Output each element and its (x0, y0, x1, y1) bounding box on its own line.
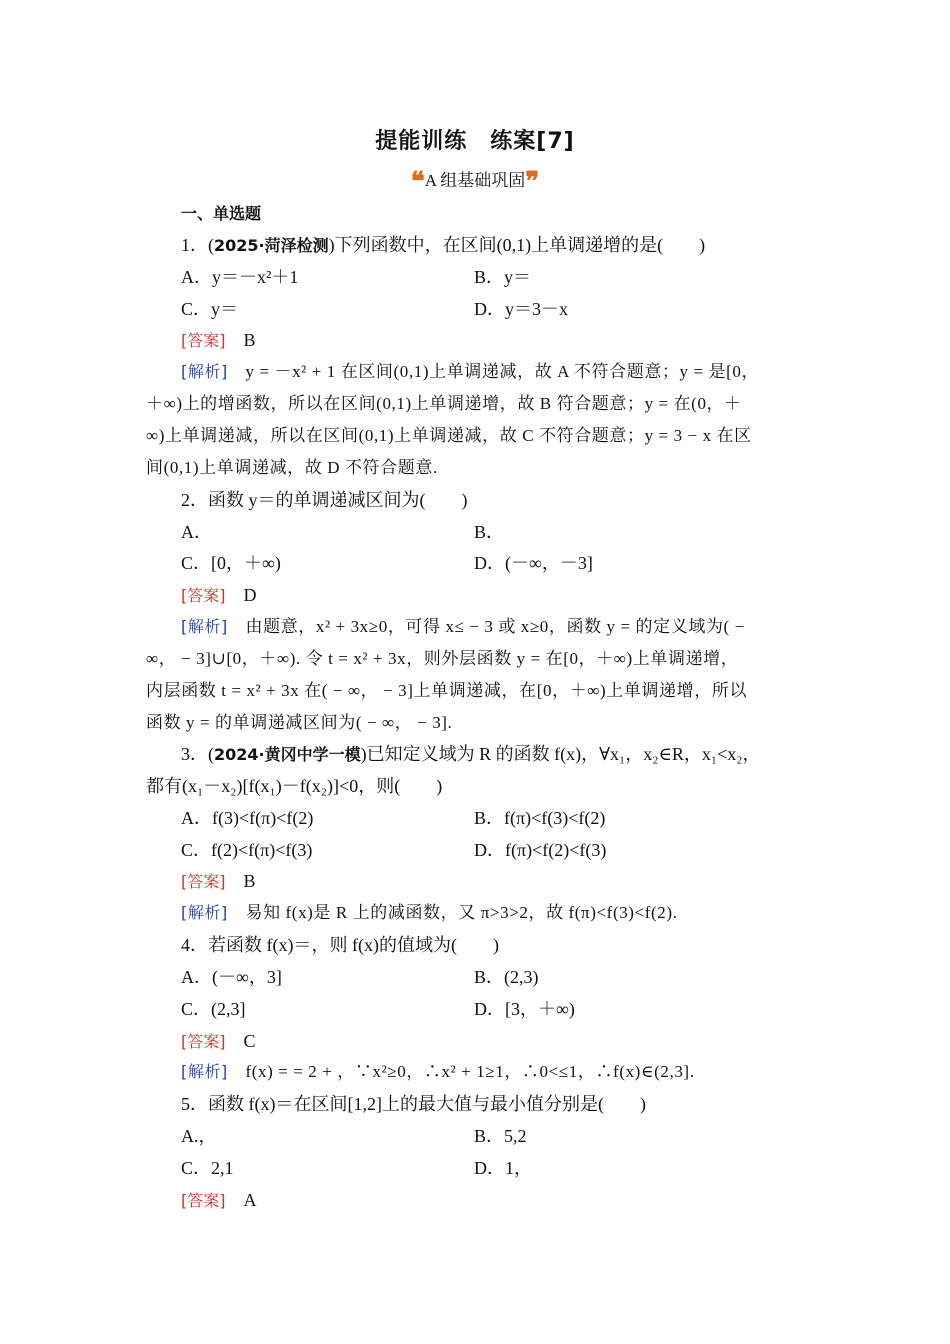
q3-option-d: D．f(π)<f(2)<f(3) (474, 840, 607, 860)
q5-option-a: A.， (181, 1126, 217, 1146)
q1-stem: 1．(2025·菏泽检测)下列函数中，在区间(0,1)上单调递增的是( ) (181, 235, 706, 255)
q3-stem: 3．(2024·黄冈中学一模)已知定义域为 R 的函数 f(x)，∀x₁，x₂∈R，x₁<x₂， (181, 744, 761, 764)
q5-option-b: B．5,2 (474, 1126, 527, 1146)
q4-option-c: C．(2,3] (181, 999, 246, 1019)
analysis-tag: [解析] (181, 362, 228, 381)
q1-analysis-line: ∞)上单调递减，所以在区间(0,1)上单调递减，故 C 不符合题意；y = 3 − x 在区 (146, 426, 752, 445)
page-title: 提能训练 练案[7] (375, 129, 575, 154)
answer-tag: [答案] (181, 1032, 226, 1051)
q4-analysis-line: [解析] f(x) = = 2 + ，∵x²≥0，∴x² + 1≥1，∴0<≤1，∴f(x)∈(2,3]. (181, 1062, 695, 1081)
q1-source: 2025·菏泽检测 (214, 236, 329, 255)
analysis-tag: [解析] (181, 617, 228, 636)
q3-option-b: B．f(π)<f(3)<f(2) (474, 808, 606, 828)
q4-option-a: A．(－∞，3] (181, 967, 282, 987)
q3-option-a: A．f(3)<f(π)<f(2) (181, 808, 314, 828)
q5-option-d: D．1， (474, 1158, 532, 1178)
answer-tag: [答案] (181, 331, 226, 350)
q1-option-c: C．y＝ (181, 299, 239, 319)
q1-option-d: D．y＝3－x (474, 299, 568, 319)
q2-answer: [答案] D (181, 585, 257, 605)
group-heading (0, 166, 950, 197)
q1-analysis-line: [解析] y = －x² + 1 在区间(0,1)上单调递减，故 A 不符合题意；y = 是[0， (181, 362, 760, 381)
q1-option-b: B．y＝ (474, 267, 532, 287)
q5-answer: [答案] A (181, 1190, 257, 1210)
q2-analysis-line: [解析] 由题意，x² + 3x≥0，可得 x≤ − 3 或 x≥0，函数 y = 的定义域为( − (181, 617, 745, 636)
close-quote-icon: ❞ (525, 167, 540, 197)
answer-tag: [答案] (181, 1191, 226, 1210)
q2-analysis-line: 函数 y = 的单调递减区间为( − ∞， − 3]. (146, 713, 453, 732)
q2-option-c: C．[0，＋∞) (181, 553, 281, 573)
q2-analysis-line: 内层函数 t = x² + 3x 在( − ∞， − 3]上单调递减，在[0，＋∞)上单调递增，所以 (146, 681, 748, 700)
q1-answer: [答案] B (181, 330, 256, 350)
q2-option-d: D．(－∞，－3] (474, 553, 593, 573)
q5-stem: 5．函数 f(x)＝在区间[1,2]上的最大值与最小值分别是( ) (181, 1094, 646, 1114)
q5-option-c: C．2,1 (181, 1158, 234, 1178)
q3-option-c: C．f(2)<f(π)<f(3) (181, 840, 313, 860)
analysis-tag: [解析] (181, 1062, 228, 1081)
analysis-tag: [解析] (181, 903, 228, 922)
q4-answer: [答案] C (181, 1031, 256, 1051)
q1-option-a: A．y＝－x²＋1 (181, 267, 299, 287)
answer-tag: [答案] (181, 586, 226, 605)
open-quote-icon: ❝ (410, 167, 425, 197)
q3-source: 2024·黄冈中学一模 (214, 745, 361, 764)
q2-option-a: A． (181, 522, 212, 542)
q3-stem-cont: 都有(x₁－x₂)[f(x₁)－f(x₂)]<0，则( ) (146, 776, 443, 796)
q1-analysis-line: 间(0,1)上单调递减，故 D 不符合题意. (146, 458, 438, 477)
q3-analysis-line: [解析] 易知 f(x)是 R 上的减函数，又 π>3>2，故 f(π)<f(3)<f(2). (181, 903, 678, 922)
q4-option-b: B．(2,3) (474, 967, 539, 987)
q2-option-b: B． (474, 522, 505, 542)
section-heading: 一、单选题 (181, 204, 262, 223)
q4-option-d: D．[3，＋∞) (474, 999, 575, 1019)
group-label: A 组基础巩固 (424, 171, 526, 190)
q2-analysis-line: ∞， − 3]∪[0，＋∞). 令 t = x² + 3x，则外层函数 y = 在[0，＋∞)上单调递增， (146, 649, 739, 668)
q3-answer: [答案] B (181, 871, 256, 891)
q2-stem: 2．函数 y＝的单调递减区间为( ) (181, 490, 468, 510)
q1-analysis-line: ＋∞)上的增函数，所以在区间(0,1)上单调递增，故 B 符合题意；y = 在(0，＋ (146, 394, 742, 413)
q4-stem: 4．若函数 f(x)＝，则 f(x)的值域为( ) (181, 935, 499, 955)
answer-tag: [答案] (181, 872, 226, 891)
